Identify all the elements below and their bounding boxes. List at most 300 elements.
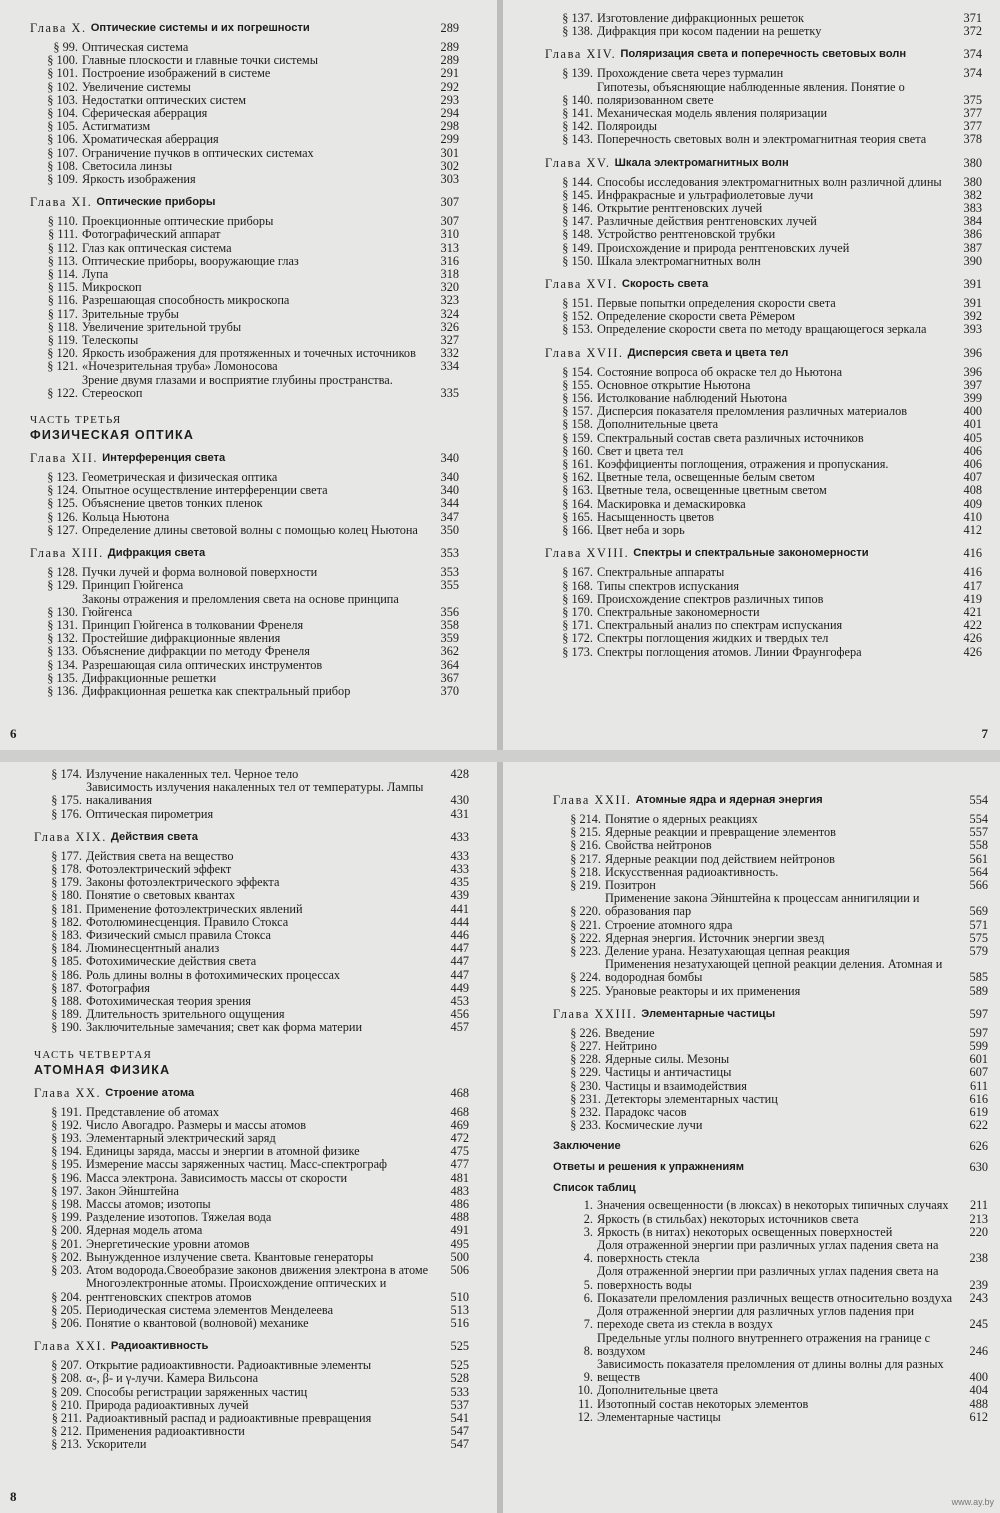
page-ref: 313 (440, 240, 459, 255)
page-ref: 391 (963, 277, 982, 292)
section-number: § 103. (47, 92, 78, 107)
section-number: § 221. (570, 917, 601, 932)
entry-title: Определение скорости света Рёмером (597, 309, 796, 324)
section-number: § 105. (47, 119, 78, 134)
page-number: 6 (10, 726, 17, 741)
page-ref: 569 (969, 904, 988, 919)
page-ref: 446 (450, 928, 469, 943)
page-ref: 375 (963, 92, 982, 107)
page-ref: 506 (450, 1263, 469, 1278)
page-bottom-left (0, 762, 497, 1513)
chapter-label: Глава XII. (30, 451, 99, 466)
heading-text: Список таблиц (553, 1182, 636, 1195)
toc-entry (545, 228, 982, 241)
table-list-entry (553, 1199, 988, 1212)
page-ref: 327 (440, 333, 459, 348)
entry-title: Ядерные реакции и превращение элементов (605, 825, 836, 840)
page-ref: 374 (963, 66, 982, 81)
entry-title: Оптические приборы, вооружающие глаз (82, 253, 299, 268)
page-ref: 599 (969, 1039, 988, 1054)
page-ref: 377 (963, 119, 982, 134)
entry-title: Ограничение пучков в оптических системах (82, 145, 314, 160)
entry-title: Яркость (в стильбах) некоторых источников света (597, 1211, 859, 1226)
table-list-entry (553, 1305, 988, 1331)
entry-title: Объяснение цветов тонких пленок (82, 496, 263, 511)
chapter-label: Глава XVII. (545, 345, 624, 360)
page-ref: 340 (440, 483, 459, 498)
page-ref: 477 (450, 1157, 469, 1172)
page-ref: 468 (450, 1085, 469, 1100)
page-ref: 541 (450, 1410, 469, 1425)
section-number: § 149. (562, 240, 593, 255)
toc-entry (545, 432, 982, 445)
section-number: § 173. (562, 644, 593, 659)
entry-title: Дифракционные решетки (82, 670, 217, 685)
entry-title: Инфракрасные и ультрафиолетовые лучи (597, 187, 814, 202)
entry-title: Искусственная радиоактивность. (605, 864, 779, 879)
page-ref: 444 (450, 914, 469, 929)
page-ref: 547 (450, 1424, 469, 1439)
page-ref: 417 (963, 578, 982, 593)
section-number: § 219. (570, 878, 601, 893)
chapter-title: Радиоактивность (110, 1340, 209, 1353)
page-ref: 213 (969, 1211, 988, 1226)
entry-title: Разделение изотопов. Тяжелая вода (86, 1210, 272, 1225)
section-number: § 216. (570, 838, 601, 853)
page-ref: 387 (963, 240, 982, 255)
section-number: 9. (583, 1370, 593, 1385)
page-ref: 472 (450, 1131, 469, 1146)
entry-title: Спектры поглощения атомов. Линии Фраунгофера (597, 644, 862, 659)
page-ref: 419 (963, 591, 982, 606)
entry-title: Насыщенность цветов (597, 509, 715, 524)
chapter-heading (553, 1007, 988, 1021)
section-number: § 186. (51, 967, 82, 982)
section-number: § 150. (562, 253, 593, 268)
entry-title: Единицы заряда, массы и энергии в атомной физике (86, 1144, 360, 1159)
toc-entry (30, 579, 459, 592)
page-ref: 622 (969, 1118, 988, 1133)
section-number: 8. (583, 1343, 593, 1358)
section-number: § 114. (47, 267, 78, 282)
part-label: ЧАСТЬ ТРЕТЬЯ (30, 414, 122, 427)
chapter-label: Глава XXI. (34, 1339, 107, 1354)
chapter-title: Атомные ядра и ядерная энергия (635, 794, 823, 806)
toc-entry (553, 839, 988, 852)
entry-title: Глаз как оптическая система (82, 240, 232, 255)
toc-entry (30, 228, 459, 241)
section-number: § 145. (562, 187, 593, 202)
toc-entry (34, 1386, 469, 1399)
toc-entry (30, 511, 459, 524)
page-ref: 220 (969, 1224, 988, 1239)
page-ref: 481 (450, 1170, 469, 1185)
part-label: ЧАСТЬ ЧЕТВЕРТАЯ (34, 1048, 153, 1061)
chapter-heading (553, 793, 988, 807)
entry-title: Увеличение системы (82, 79, 191, 94)
page-ref: 433 (450, 848, 469, 863)
entry-title: Кольца Ньютона (82, 509, 170, 524)
chapter-title: Оптические приборы (96, 196, 216, 209)
page-ref: 291 (440, 66, 459, 81)
section-number: 1. (583, 1198, 593, 1213)
toc-entry (34, 955, 469, 968)
chapter-heading (30, 546, 459, 560)
section-number: § 109. (47, 172, 78, 187)
page-ref: 416 (963, 565, 982, 580)
entry-title: Фотоэлектрический эффект (86, 862, 232, 877)
section-number: § 165. (562, 509, 593, 524)
entry-title: Частицы и взаимодействия (605, 1078, 747, 1093)
section-number: § 185. (51, 954, 82, 969)
chapter-heading (545, 346, 982, 360)
page-ref: 456 (450, 1007, 469, 1022)
entry-title: Разрешающая способность микроскопа (82, 293, 290, 308)
toc-entry (30, 645, 459, 658)
chapter-label: Глава XI. (30, 195, 93, 210)
page-bottom-right (503, 762, 1000, 1513)
table-list-entry (553, 1265, 988, 1291)
entry-title: Элементарные частицы (597, 1409, 721, 1424)
page-ref: 430 (450, 793, 469, 808)
entry-title: Заключительные замечания; свет как форма материи (86, 1020, 363, 1035)
chapter-title: Строение атома (105, 1086, 195, 1099)
entry-title: Многоэлектронные атомы. Происхождение оптических и рентгеновских спектров атомов (86, 1276, 387, 1304)
section-number: § 188. (51, 994, 82, 1009)
entry-title: Цветные тела, освещенные белым светом (597, 470, 815, 485)
toc-entry (30, 524, 459, 537)
spread-divider (0, 750, 1000, 762)
page-ref: 426 (963, 631, 982, 646)
page-ref: 554 (969, 812, 988, 826)
page-ref: 320 (440, 280, 459, 295)
page-ref: 299 (440, 132, 459, 147)
entry-title: Происхождение спектров различных типов (597, 591, 824, 606)
entry-title: Свойства нейтронов (605, 838, 712, 853)
section-number: § 187. (51, 980, 82, 995)
page-ref: 528 (450, 1371, 469, 1386)
section-number: § 195. (51, 1157, 82, 1172)
entry-title: Проекционные оптические приборы (82, 214, 274, 229)
entry-title: Поляроиды (597, 119, 658, 134)
section-number: 7. (583, 1317, 593, 1332)
entry-title: Деление урана. Незатухающая цепная реакция (605, 944, 850, 959)
toc-entry (30, 659, 459, 672)
page-ref: 408 (963, 483, 982, 498)
section-number: § 111. (48, 227, 78, 242)
page-ref: 495 (450, 1236, 469, 1251)
section-number: § 133. (47, 644, 78, 659)
page-ref: 380 (963, 174, 982, 189)
page-ref: 491 (450, 1223, 469, 1238)
chapter-label: Глава XIV. (545, 47, 617, 62)
entry-title: Яркость изображения (82, 172, 196, 187)
section-number: 5. (583, 1277, 593, 1292)
entry-title: Зрение двумя глазами и восприятие глубины пространства. Стереоскоп (82, 372, 393, 400)
entry-title: Дифракция при косом падении на решетку (597, 24, 822, 39)
toc-entry (545, 524, 982, 537)
toc-entry (545, 255, 982, 268)
page-ref: 428 (450, 767, 469, 781)
entry-title: Коэффициенты поглощения, отражения и пропускания. (597, 457, 889, 472)
page-ref: 416 (963, 546, 982, 561)
table-list-entry (553, 1239, 988, 1265)
entry-title: Массы атомов; изотопы (86, 1197, 211, 1212)
page-ref: 547 (450, 1437, 469, 1452)
page-ref: 405 (963, 430, 982, 445)
section-number: § 192. (51, 1117, 82, 1132)
entry-title: Ядерная энергия. Источник энергии звезд (605, 930, 825, 945)
entry-title: Доля отраженной энергии для различных углов падения при переходе света из стекла в воздух (597, 1304, 915, 1332)
page-ref: 364 (440, 657, 459, 672)
chapter-title: Действия света (110, 830, 198, 843)
page-ref: 324 (440, 306, 459, 321)
section-number: § 184. (51, 941, 82, 956)
section-number: § 214. (570, 812, 601, 826)
entry-title: Измерение массы заряженных частиц. Масс-спектрограф (86, 1157, 388, 1172)
entry-title: Дополнительные цвета (597, 1383, 719, 1398)
chapter-heading (34, 1086, 469, 1100)
page-ref: 289 (440, 53, 459, 68)
section-number: § 228. (570, 1052, 601, 1067)
page-ref: 616 (969, 1091, 988, 1106)
page-ref: 378 (963, 132, 982, 147)
chapter-title: Поляризация света и поперечность световых волн (620, 48, 907, 61)
section-number: § 180. (51, 888, 82, 903)
page-ref: 441 (450, 901, 469, 916)
toc-entry (545, 366, 982, 379)
page-ref: 353 (440, 565, 459, 580)
entry-title: Излучение накаленных тел. Черное тело (86, 767, 299, 781)
page-ref: 367 (440, 670, 459, 685)
page-ref: 433 (450, 862, 469, 877)
entry-title: Зрительные трубы (82, 306, 179, 321)
section-number: § 112. (47, 240, 78, 255)
table-list-entry (553, 1398, 988, 1411)
section-number: § 197. (51, 1183, 82, 1198)
page-ref: 393 (963, 322, 982, 337)
page-ref: 356 (440, 604, 459, 619)
entry-title: Способы исследования электромагнитных волн различной длины (597, 174, 942, 189)
section-number: § 193. (51, 1131, 82, 1146)
page-ref: 554 (969, 793, 988, 807)
page-ref: 426 (963, 644, 982, 659)
chapter-title: Оптические системы и их погрешности (90, 22, 310, 34)
toc-entry (34, 1238, 469, 1251)
page-ref: 243 (969, 1290, 988, 1305)
entry-title: Объяснение дифракции по методу Френеля (82, 644, 310, 659)
entry-title: Пучки лучей и форма волновой поверхности (82, 565, 318, 580)
entry-title: Ядерные силы. Мезоны (605, 1052, 730, 1067)
page-ref: 571 (969, 917, 988, 932)
page-ref: 421 (963, 604, 982, 619)
page-ref: 453 (450, 994, 469, 1009)
toc-entry (545, 593, 982, 606)
entry-title: Маскировка и демаскировка (597, 496, 746, 511)
entry-title: Изготовление дифракционных решеток (597, 11, 804, 25)
page-ref: 597 (969, 1006, 988, 1021)
section-number: § 107. (47, 145, 78, 160)
section-number: § 182. (51, 914, 82, 929)
section-number: 4. (583, 1251, 593, 1266)
toc-entry (34, 889, 469, 902)
page-ref: 510 (450, 1289, 469, 1304)
toc-entry (34, 1106, 469, 1119)
entry-title: Механическая модель явления поляризации (597, 106, 828, 121)
page-ref: 409 (963, 496, 982, 511)
table-list-entry (553, 1384, 988, 1397)
toc-entry (34, 969, 469, 982)
page-ref: 400 (963, 404, 982, 419)
section-number: § 207. (51, 1358, 82, 1373)
entry-title: Люминесцентный анализ (86, 941, 220, 956)
chapter-heading (30, 195, 459, 209)
page-ref: 374 (963, 47, 982, 62)
entry-title: Увеличение зрительной трубы (82, 319, 242, 334)
page-number: 7 (981, 726, 988, 741)
section-number: § 100. (47, 53, 78, 68)
toc-entry (545, 632, 982, 645)
page-ref: 468 (450, 1104, 469, 1119)
toc-entry (553, 1119, 988, 1132)
entry-title: Фотохимическая теория зрения (86, 994, 251, 1009)
entry-title: Значения освещенности (в люксах) в некоторых типичных случаях (597, 1198, 949, 1213)
page-ref: 392 (963, 309, 982, 324)
entry-title: Законы отражения и преломления света на основе принципа Гюйгенса (82, 591, 399, 619)
entry-title: Устройство рентгеновской трубки (597, 227, 776, 242)
table-list-entry (553, 1358, 988, 1384)
entry-title: Свет и цвета тел (597, 443, 684, 458)
section-number: § 230. (570, 1078, 601, 1093)
section-number: § 139. (562, 66, 593, 81)
entry-title: Парадокс часов (605, 1105, 687, 1120)
entry-title: Зависимость излучения накаленных тел от температуры. Лампы накаливания (86, 780, 424, 808)
heading-text: Заключение (553, 1140, 621, 1153)
entry-title: Вынужденное излучение света. Квантовые генераторы (86, 1249, 374, 1264)
entry-title: Показатели преломления различных веществ относительно воздуха (597, 1290, 953, 1305)
entry-title: Цветные тела, освещенные цветным светом (597, 483, 827, 498)
page-ref: 601 (969, 1052, 988, 1067)
entry-title: Опытное осуществление интерференции света (82, 483, 328, 498)
page-ref: 316 (440, 253, 459, 268)
page-ref: 371 (963, 11, 982, 25)
page-ref: 516 (450, 1315, 469, 1330)
toc-entry (553, 1066, 988, 1079)
page-ref: 558 (969, 838, 988, 853)
page-ref: 307 (440, 195, 459, 210)
section-number: § 199. (51, 1210, 82, 1225)
section-number: § 231. (570, 1091, 601, 1106)
section-number: § 136. (47, 683, 78, 698)
entry-title: Радиоактивный распад и радиоактивные превращения (86, 1410, 372, 1425)
entry-title: Оптическая система (82, 40, 189, 54)
page-ref: 334 (440, 359, 459, 374)
entry-title: Цвет неба и зорь (597, 523, 685, 538)
entry-title: Доля отраженной энергии при различных углах падения света на поверхность воды (597, 1264, 939, 1292)
chapter-heading (34, 1339, 469, 1353)
section-number: § 208. (51, 1371, 82, 1386)
entry-title: Прохождение света через турмалин (597, 66, 784, 81)
page-ref: 488 (450, 1210, 469, 1225)
entry-title: Светосила линзы (82, 158, 173, 173)
page-ref: 564 (969, 864, 988, 879)
page-ref: 390 (963, 253, 982, 268)
chapter-heading (545, 47, 982, 61)
toc-entry (553, 853, 988, 866)
page-ref: 404 (969, 1383, 988, 1398)
page-number: 8 (10, 1489, 17, 1504)
page-ref: 433 (450, 829, 469, 844)
page-ref: 488 (969, 1396, 988, 1411)
page-ref: 301 (440, 145, 459, 160)
entry-title: Различные действия рентгеновских лучей (597, 214, 817, 229)
section-number: § 156. (562, 391, 593, 406)
section-number: 3. (583, 1224, 593, 1239)
entry-title: Шкала электромагнитных волн (597, 253, 761, 268)
chapter-heading (34, 830, 469, 844)
toc-entry (34, 1158, 469, 1171)
chapter-label: Глава XXIII. (553, 1006, 638, 1021)
entry-title: Закон Эйнштейна (86, 1183, 179, 1198)
page-ref: 397 (963, 377, 982, 392)
section-number: § 134. (47, 657, 78, 672)
section-number: § 155. (562, 377, 593, 392)
toc-entry (30, 672, 459, 685)
page-ref: 386 (963, 227, 982, 242)
toc-entry (545, 498, 982, 511)
section-number: § 124. (47, 483, 78, 498)
section-number: § 227. (570, 1039, 601, 1054)
page-ref: 589 (969, 983, 988, 998)
entry-title: Энергетические уровни атомов (86, 1236, 250, 1251)
entry-title: Понятие о световых квантах (86, 888, 236, 903)
toc-entry (545, 646, 982, 659)
page-ref: 585 (969, 970, 988, 985)
toc-entry (553, 985, 988, 998)
entry-title: Микроскоп (82, 280, 142, 295)
toc-entry (34, 903, 469, 916)
toc-entry (30, 242, 459, 255)
page-ref: 457 (450, 1020, 469, 1035)
page-ref: 406 (963, 443, 982, 458)
toc-entry (34, 1438, 469, 1451)
page-ref: 469 (450, 1117, 469, 1132)
section-number: § 172. (562, 631, 593, 646)
page-ref: 439 (450, 888, 469, 903)
back-matter-heading (553, 1139, 988, 1153)
section-number: § 167. (562, 565, 593, 580)
section-number: § 102. (47, 79, 78, 94)
toc-entry (553, 1080, 988, 1093)
toc-entry (553, 958, 988, 984)
page-ref: 298 (440, 119, 459, 134)
section-number: § 160. (562, 443, 593, 458)
toc-entry (545, 25, 982, 38)
entry-title: Открытие рентгеновских лучей (597, 201, 763, 216)
entry-title: Спектры поглощения жидких и твердых тел (597, 631, 829, 646)
toc-entry (34, 1372, 469, 1385)
chapter-heading (30, 21, 459, 35)
section-number: § 153. (562, 322, 593, 337)
entry-title: Детекторы элементарных частиц (605, 1091, 778, 1106)
entry-title: Истолкование наблюдений Ньютона (597, 391, 788, 406)
entry-title: Применение закона Эйнштейна к процессам аннигиляции и образования пар (605, 891, 920, 919)
section-number: § 142. (562, 119, 593, 134)
section-number: § 194. (51, 1144, 82, 1159)
page-ref: 344 (440, 496, 459, 511)
chapter-label: Глава XVIII. (545, 546, 630, 561)
section-number: § 131. (47, 617, 78, 632)
